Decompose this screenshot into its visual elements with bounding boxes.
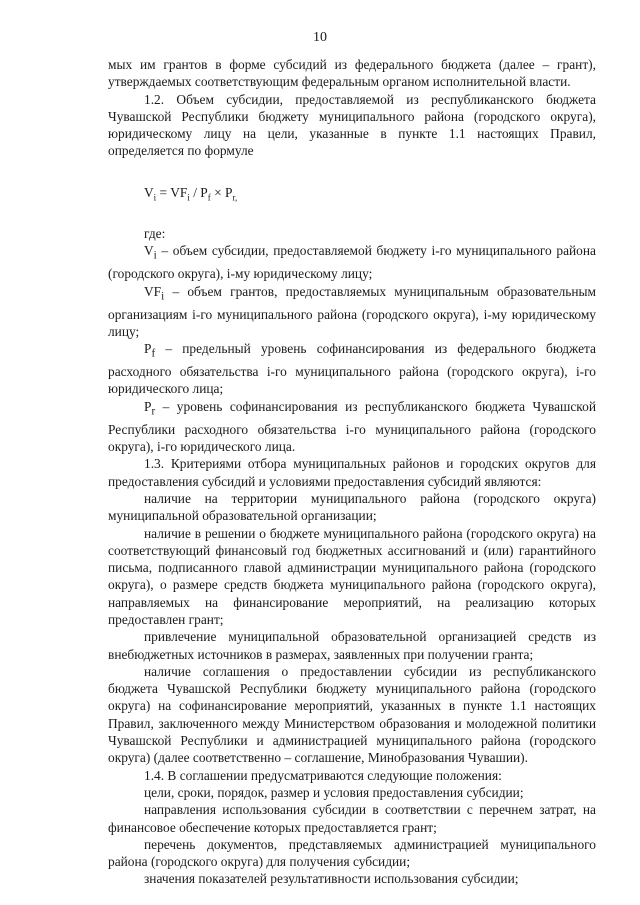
symbol-pf: P	[144, 341, 152, 357]
formula-pf: P	[200, 184, 208, 200]
paragraph-1-3: 1.3. Критериями отбора муниципальных районов и городских округов для предоставления субсидий и условиями предоставления субсидий являются:	[108, 456, 596, 489]
formula-vf: VF	[170, 184, 188, 200]
definition-pr-text: – уровень софинансирования из республиканского бюджета Чувашской Республики расходного обязательства i-го муниципального района (городского округа), i-го юридического лица.	[108, 398, 596, 455]
definition-pr	[108, 398, 596, 456]
symbol-pf-sub: f	[151, 347, 156, 360]
symbol-pr-sub: r	[151, 405, 156, 418]
definition-vfi-text: – объем грантов, предоставляемых муниципальным образовательным организациям i-го муниципального района (городского округа), i-му юридическому лицу;	[108, 283, 596, 339]
formula-pr-sub: r,	[232, 192, 238, 203]
provision-directions: направления использования субсидии в соответствии с перечнем затрат, на финансовое обеспечение которых предоставляется грант;	[108, 802, 596, 835]
criterion-agreement: наличие соглашения о предоставлении субсидии из республиканского бюджета Чувашской Республики бюджету муниципального района (городского округа) на софинансирование мероприятий, указанных в пункте 1.1 настоящих Правил, заключенного между Министерством образования и молодежной политики Чувашской Республики и администрацией муниципального района (городского округа) (далее соответственно – соглашение, Минобразования Чувашии).	[108, 663, 596, 766]
definition-vfi	[108, 283, 596, 341]
symbol-v-sub: i	[153, 250, 157, 263]
provision-indicators: значения показателей результативности использования субсидии;	[144, 871, 519, 887]
document-body	[108, 56, 596, 888]
definition-pf	[108, 340, 596, 398]
paragraph-1-4: 1.4. В соглашении предусматриваются следующие положения:	[144, 767, 502, 783]
formula-divide: /	[189, 184, 201, 200]
criterion-budget-decision: наличие в решении о бюджете муниципального района (городского округа) на соответствующий финансовый год бюджетных ассигнований и (или) гарантийного письма, подписанного главой администрации муниципального района (городского округа), о размере средств бюджета муниципального района (городского округа), направляемых на финансирование мероприятий, на реализацию которых предоставлен грант;	[108, 525, 596, 627]
formula-pf-sub: f	[207, 192, 211, 203]
formula-v: V	[144, 184, 154, 200]
formula-v-sub: i	[153, 192, 157, 203]
definition-vi	[108, 242, 596, 282]
paragraph-1-2: 1.2. Объем субсидии, предоставляемой из республиканского бюджета Чувашской Республики бюджету муниципального района (городского округа), юридическому лицу на цели, указанные в пункте 1.1 настоящих Правил, определяется по формуле	[108, 91, 596, 159]
symbol-pr: P	[144, 398, 152, 414]
formula-pr: P	[224, 184, 233, 200]
criterion-extrabudgetary: привлечение муниципальной образовательной организацией средств из внебюджетных источников в размерах, заявленных при получении гранта;	[108, 629, 596, 662]
page-number: 10	[313, 30, 327, 45]
formula-times: ×	[210, 184, 225, 200]
symbol-vf: VF	[144, 283, 162, 299]
formula-vf-sub: i	[187, 192, 190, 203]
paragraph-continuation: мых им грантов в форме субсидий из федерального бюджета (далее – грант), утверждаемых соответствующим федеральным органом исполнительной власти.	[108, 57, 596, 90]
symbol-vf-sub: i	[161, 290, 165, 303]
formula-equals: =	[156, 184, 171, 200]
definition-pf-text: – предельный уровень софинансирования из федерального бюджета расходного обязательства i-го муниципального района (городского округа), i-го юридического лица;	[108, 341, 596, 397]
formula	[108, 184, 596, 201]
provision-documents: перечень документов, представляемых администрацией муниципального района (городского округа) для получения субсидии;	[108, 836, 596, 870]
where-label: где:	[144, 226, 166, 242]
symbol-v: V	[144, 243, 154, 259]
definition-vi-text: – объем субсидии, предоставляемой бюджету i-го муниципального района (городского округа), i-му юридическому лицу;	[108, 243, 596, 282]
criterion-organization: наличие на территории муниципального района (городского округа) муниципальной образовательной организации;	[108, 490, 596, 524]
provision-goals: цели, сроки, порядок, размер и условия предоставления субсидии;	[144, 784, 524, 800]
